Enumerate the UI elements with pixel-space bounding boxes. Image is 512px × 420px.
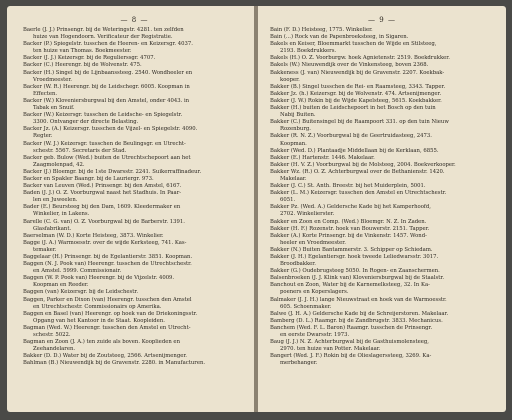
directory-entry-line: Bakker (H. V. Z.) Voorburgwal bij de Molsteeg, 2004. Boekverkooper. bbox=[270, 161, 456, 168]
directory-entry-line: Glasfabrikant. bbox=[33, 225, 72, 232]
page-number: — 9 — bbox=[368, 16, 396, 24]
directory-entry-line: len en Juweelen. bbox=[33, 197, 78, 204]
directory-entry-line: Barelle (C. G. van) O. Z. Voorburgwal bij de Barberstr. 1391. bbox=[23, 218, 185, 225]
directory-entry-line: kooper. bbox=[280, 76, 300, 83]
directory-entry-line: Banchout en Zoon, Water bij de Karnemelksteeg, 32. In Ka- bbox=[270, 282, 430, 289]
directory-entry-line: 2970. ten huize van Potter. Makelaar. bbox=[280, 346, 381, 353]
directory-entry-line: Baug (J. J.) N. Z. Achterburgwal bij de Gasthuismolensteeg, bbox=[270, 339, 429, 346]
directory-entry-line: Backer geb. Bulow (Wed.) buiten de Utrechtschepoort aan het bbox=[23, 154, 191, 161]
page-number: — 8 — bbox=[120, 16, 149, 24]
directory-entry-line: Bakker (C.) Buitensingel bij de Raampoort 331. op den tuin Nieuw bbox=[270, 119, 449, 126]
directory-entry-line: Bakker (J. H.) Egelantiersgr. hoek tweede Leliedwarsstr. 3017. bbox=[270, 254, 439, 260]
entry-list bbox=[23, 27, 246, 368]
directory-entry-line: Baerle (J. J.) Prinsengr. bij de Weteringstr. 4281. ten zelfden bbox=[23, 27, 184, 33]
directory-entry-line: heeler en Vroedmeester. bbox=[280, 239, 346, 246]
directory-entry-line: Bagman (Wed. W.) Heerengr. tusschen den Amstel en Utrecht- bbox=[23, 324, 191, 331]
directory-entry-line: Bakker (J. W.) Rokin bij de Wijde Kapelsteeg, 5615. Koekbakker. bbox=[270, 97, 442, 104]
directory-entry-line: Bakker (L. M.) Keizersgr. tusschen den Amstel en Utrechtschestr. bbox=[270, 190, 447, 197]
directory-entry-line: Bakker (H.) buiten de Leidschepoort in het Bosch op den tuin bbox=[270, 105, 436, 112]
directory-entry-line: Bakker (H. F.) Rozenstr. hoek van Bouwerstr. 2151. Tapper. bbox=[270, 225, 430, 232]
directory-entry-line: poeners en Koperslagers. bbox=[280, 289, 349, 296]
directory-entry-line: Backer (J.) Bloemgr. bij de 1ste Dwarsstr. 2241. Suikerraffinadeur. bbox=[23, 168, 202, 175]
directory-entry-line: Baggen (W. P. Pook van) Heerengr. bij de Vijzelstr. 4009. bbox=[23, 275, 175, 282]
directory-entry-line: Opgang van het Kantoor in de Staat. Koopleiden. bbox=[33, 317, 165, 324]
directory-entry-line: Bain (...) Rock van de Papenbroeksteeg, in Sigaren. bbox=[270, 34, 409, 41]
directory-entry-line: Backer en Spakler Baangr. bij de Lauriergr. 973. bbox=[23, 175, 154, 182]
directory-entry-line: Backer (H.) Singel bij de Lijnbaanssteeg. 2540. Wondheeler en bbox=[23, 69, 193, 76]
open-book bbox=[7, 6, 506, 412]
directory-entry-line: Backer (W.) Kloveniersburgwal bij den Amstel, onder 4043. in bbox=[23, 97, 190, 104]
directory-entry-line: Bahlman (B.) Nieuwendijk bij de Gravenstr. 2280. in Manufacturen. bbox=[23, 360, 206, 367]
directory-entry-line: schestr. 5022. bbox=[33, 332, 71, 339]
directory-entry-line: Bamberg (D. L.) Raamgr. bij de Zandbrugstr. 3833. Mechanicus. bbox=[270, 317, 443, 324]
directory-entry-line: Backer (W.) Keizersgr. tusschen de Leidsche- en Spiegelstr. bbox=[23, 112, 183, 119]
directory-entry-line: Zaagmolenpad, 42. bbox=[33, 161, 85, 168]
directory-entry-line: Winkelier, in Lakens. bbox=[33, 211, 90, 218]
directory-entry-line: ten huize van Thomas. Boekmeester. bbox=[33, 48, 132, 55]
directory-entry-line: Balmaker (J. J. H.) lange Nieuwstraat en hoek van de Warmoesstr. bbox=[270, 296, 447, 303]
directory-entry-line: Backer (C.) Heerengr. bij de Wolvenstr. 475. bbox=[23, 62, 142, 69]
directory-entry-line: en eerste Dwarsstr. 1973. bbox=[280, 332, 350, 339]
directory-entry-line: Bakker (N.) Buiten Bantammerstr. 3. Schipper op Schiedam. bbox=[270, 246, 433, 253]
directory-entry-line: Koopman en Reeder. bbox=[33, 282, 89, 289]
entry-list bbox=[270, 27, 494, 368]
directory-entry-line: merbehanger. bbox=[280, 360, 318, 367]
directory-entry-line: Bader (E.) Beursteeg bij den Dam, 1609. Kleedermaker en bbox=[23, 204, 181, 211]
directory-entry-line: Bakkeness (J. van) Nieuwendijk bij de Gravenstr. 2207. Koekbak- bbox=[270, 69, 445, 76]
directory-entry-line: Bakker (D. D.) Water bij de Zoutsteeg, 2566. Artsenijmenger. bbox=[23, 353, 187, 360]
directory-entry-line: Baggen, Parker en Dixon (van) Heerengr. tusschen den Amstel bbox=[23, 296, 192, 303]
directory-entry-line: 2193. Boekdrukkers. bbox=[280, 48, 337, 55]
directory-entry-line: Balwe (J. H. A.) Geldersche Kade bij de Schreijerstoren. Makelaar. bbox=[270, 310, 449, 317]
directory-entry-line: Bagman en Zoon (J. A.) ten zuide als boven. Kooplieden en bbox=[23, 339, 180, 346]
directory-entry-line: Makelaar. bbox=[280, 175, 307, 182]
directory-entry-line: Balsenbroeken (J. J. Klink van) Kloveniersburgwal bij de Staalstr. bbox=[270, 275, 445, 282]
right-page bbox=[258, 6, 506, 412]
directory-entry-line: Baden (J. J.) O. Z. Voorburgwal naast het Stadhuis. In Paar- bbox=[23, 190, 182, 197]
directory-entry-line: Backer (J. J.) Keizersgr. bij de Regulierssgr. 4707. bbox=[23, 55, 156, 62]
directory-entry-line: Bakker en Zoon en Comp. (Wed.) Bloemgr. N. Z. In Zaden. bbox=[270, 218, 427, 225]
directory-entry-line: Bakels (H.) O. Z. Voorburgw. hoek Agnietenstr. 2519. Boekdrukker. bbox=[270, 55, 450, 62]
directory-entry-line: Baerselman (W. D.) Korte Heisteeg, 3873. Winkelier. bbox=[23, 232, 164, 239]
directory-entry-line: Vroedmeester. bbox=[33, 76, 72, 83]
directory-entry-line: Backer (P.) Spiegelstr. tusschen de Heeren- en Keizersgr. 4037. bbox=[23, 41, 193, 48]
directory-entry-line: Bakker (B.) Singel tusschen de Rei- en Raamsteeg, 3343. Tapper. bbox=[270, 83, 446, 90]
directory-entry-line: Bakker (Wed. D.) Plantaadje Middellaan bij de Kerklaan, 6855. bbox=[270, 147, 439, 154]
directory-entry-line: Baggen (N. J. Pook van) Heerengr. tusschen de Utrechtschestr. bbox=[23, 261, 192, 268]
directory-entry-line: Baggen (van) Keizersgr. bij de Leidschestr. bbox=[23, 289, 139, 296]
directory-entry-line: Bakker (R. N. Z.) Voorburgwal bij de Geertruidasteeg, 2473. bbox=[270, 133, 432, 140]
directory-entry-line: Baggelaar (H.) Prinsengr. bij de Egelantierstr. 3851. Koopman. bbox=[23, 254, 193, 260]
directory-entry-line: Bakker (G.) Oudebrugsteeg 5050. In Rogen- en Zaanschermen. bbox=[270, 268, 440, 275]
directory-entry-line: Regter. bbox=[33, 133, 53, 140]
directory-entry-line: Nabij Buiten. bbox=[280, 112, 316, 119]
directory-entry-line: Bakker Jz. (h.) Keizersgr. bij de Wolvenstr. 474. Artsenijmenger. bbox=[270, 90, 442, 97]
directory-entry-line: Backer Jz. (A.) Keizersgr. tusschen de Vijzel- en Spiegelstr. 4090. bbox=[23, 126, 198, 133]
directory-entry-line: 605. Schoenmaker. bbox=[280, 303, 332, 310]
directory-entry-line: 3300. Ontvanger der directe Belasting. bbox=[33, 119, 139, 126]
directory-entry-line: Backer (W. R.) Heerengr. bij de Leidschegr. 6005. Koopman in bbox=[23, 83, 190, 90]
directory-entry-line: 6051. bbox=[280, 197, 296, 204]
directory-entry-line: Rozenburg. bbox=[280, 126, 311, 133]
directory-entry-line: Broodbakker. bbox=[280, 261, 316, 268]
directory-entry-line: Bain (F. D.) Heisteeg, 1775. Winkelier. bbox=[270, 27, 373, 33]
directory-entry-line: schestr. 5567. Secretaris der Stad. bbox=[33, 147, 127, 154]
directory-entry-line: Bangert (Wed. J. F.) Rokin bij de Olieslagerssteeg, 3269. Ka- bbox=[270, 353, 432, 360]
directory-entry-line: Banchem (Wed. F. L. Baron) Raamgr. tusschen de Prinsengr. bbox=[270, 324, 433, 331]
directory-entry-line: Bakker Pz. (Wed. A.) Geldersche Kade bij het Kamperhoofd, bbox=[270, 204, 431, 211]
directory-entry-line: Zeehandelaren. bbox=[33, 346, 76, 353]
directory-entry-line: Bakker (E.) Hartenstr. 1446. Makelaar. bbox=[270, 154, 375, 161]
directory-entry-line: Bakels (W.) Nieuwendijk over de Vinkensteeg, boven 2368. bbox=[270, 62, 429, 69]
directory-entry-line: Effecten. bbox=[33, 90, 58, 97]
directory-entry-line: Bakker (J. C.) St. Anth. Breestr. bij het Muiderplein, 5001. bbox=[270, 183, 426, 190]
directory-entry-line: Backer (W. J.) Keizersgr. tusschen de Beulingsgr. en Utrecht- bbox=[23, 140, 186, 147]
directory-entry-line: Bagge (J. A.) Warmoesstr. over de wijde Kerksteeg, 741. Kas- bbox=[23, 239, 187, 246]
directory-entry-line: Backer van Leuven (Wed.) Prinsengr. bij den Amstel, 6167. bbox=[23, 183, 182, 190]
directory-entry-line: Bakker Wz. (R.) O. Z. Achterburgwal over de Bethanienstr. 1420. bbox=[270, 168, 445, 175]
directory-entry-line: Koopman. bbox=[280, 140, 307, 147]
directory-entry-line: en Amstel. 5999. Commissionair. bbox=[33, 268, 122, 275]
directory-entry-line: 2702. Winkelierster. bbox=[280, 211, 335, 218]
directory-entry-line: en Utrechtschestr. Commissionairs op Amerika. bbox=[33, 303, 162, 310]
directory-entry-line: Bakels en Keiser, Bloemmarkt tusschen de Wijde en Stilsteeg, bbox=[270, 41, 437, 48]
left-page bbox=[7, 6, 254, 412]
directory-entry-line: Bakker (A.) Korte Prinsengr. bij de Vinkenstr. 1457. Wond- bbox=[270, 232, 427, 239]
directory-entry-line: temaker. bbox=[33, 246, 57, 253]
directory-entry-line: Baggen en Basel (van) Heerengr. op hoek van de Driekoningsstr. bbox=[23, 310, 198, 317]
directory-entry-line: Tabak en Snuif. bbox=[33, 105, 75, 112]
directory-entry-line: huize van Hogendoorn. Verificateur der Registratie. bbox=[33, 34, 173, 41]
